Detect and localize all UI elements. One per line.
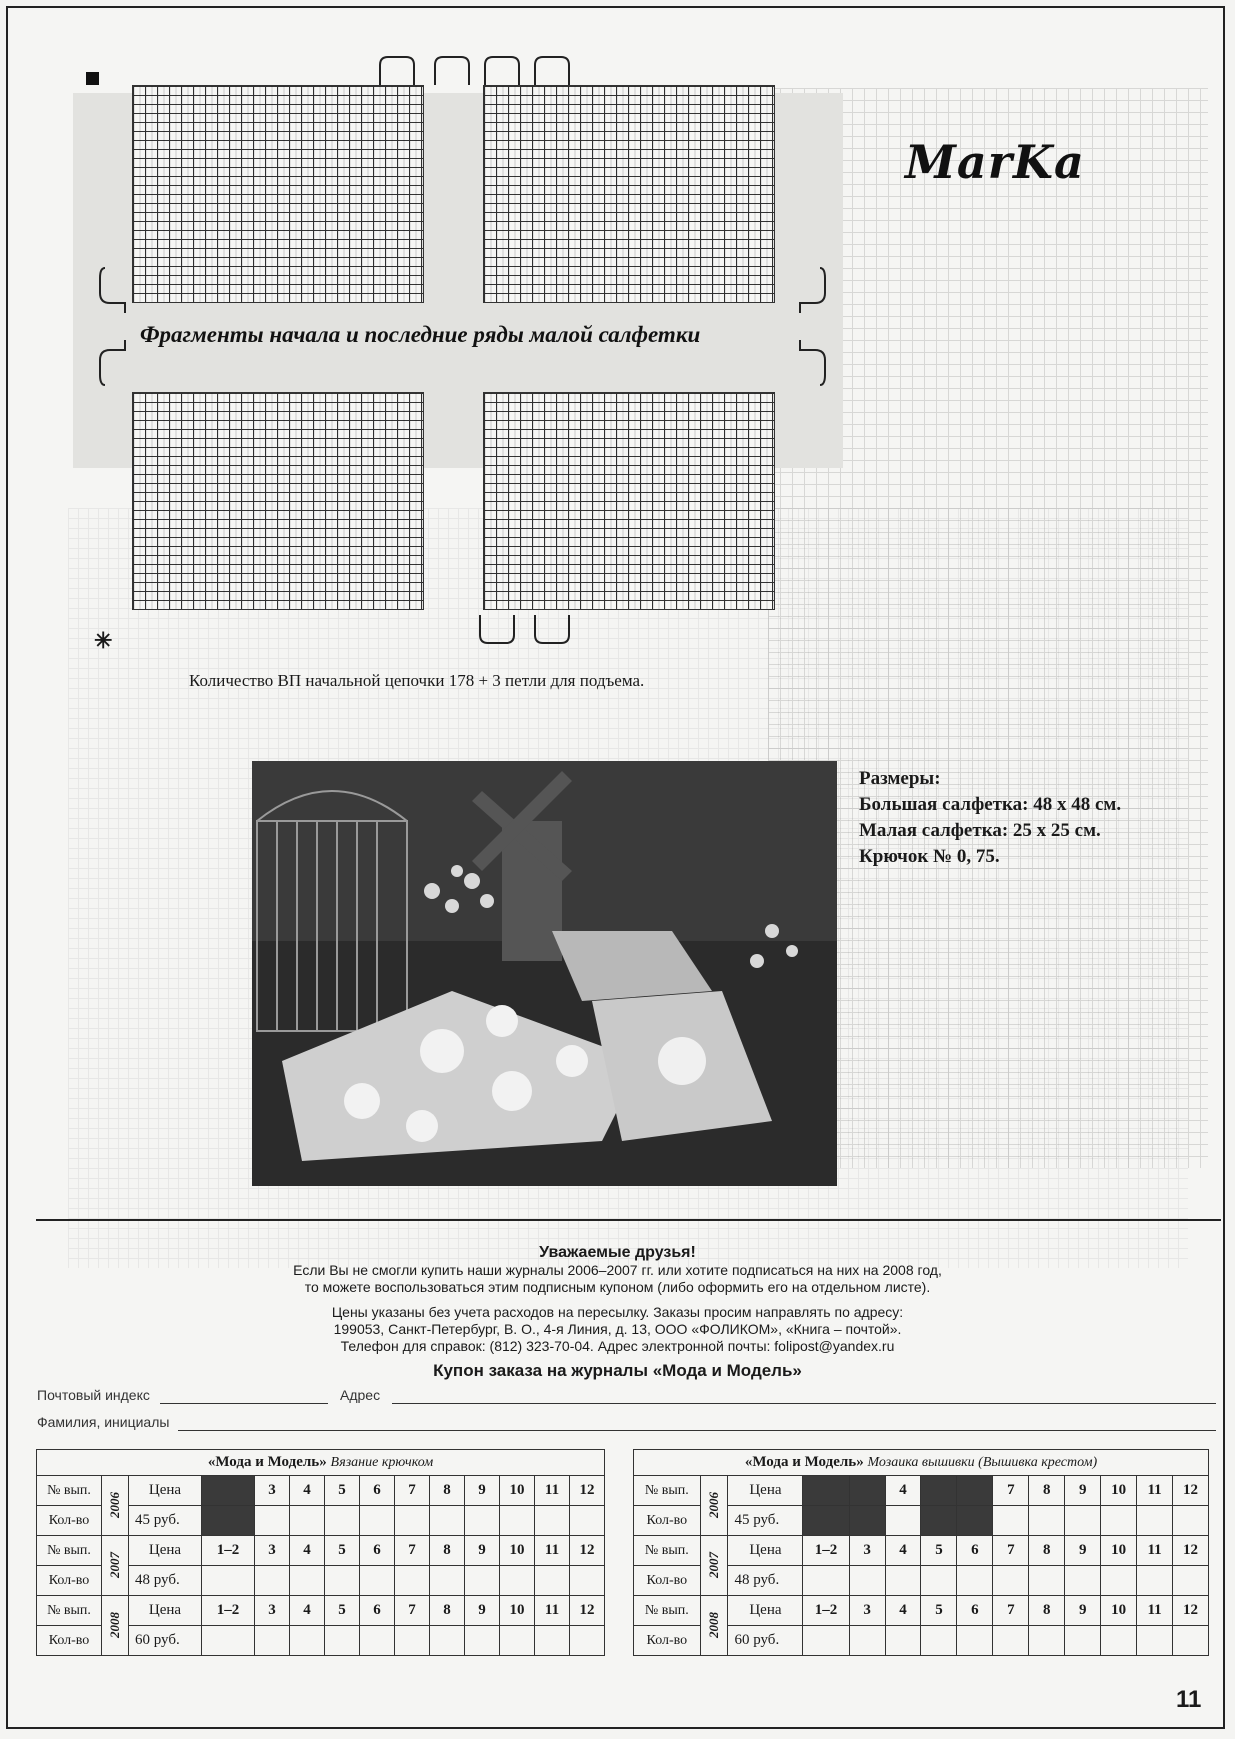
sizes-hook: Крючок № 0, 75.	[859, 846, 1000, 867]
unavailable-cell	[921, 1476, 957, 1506]
order-table-embroidery	[633, 1449, 1209, 1656]
sizes-title: Размеры:	[859, 768, 941, 789]
address-field[interactable]	[392, 1403, 1216, 1404]
notice-line-1: Если Вы не смогли купить наши журналы 2006–2007 гг. или хотите подписаться на них на 2008 год,	[293, 1262, 942, 1278]
name-field[interactable]	[178, 1430, 1216, 1431]
notice-line-2: то можете воспользоваться этим подписным купоном (либо оформить его на отдельном листе).	[304, 1279, 931, 1295]
sizes-large: Большая салфетка: 48 x 48 см.	[859, 794, 1122, 815]
table-row: Кол-во 48 руб.	[634, 1566, 1209, 1596]
notice-line-4: 199053, Санкт-Петербург, В. О., 4-я Линия, д. 13, ООО «ФОЛИКОМ», «Книга – почтой».	[333, 1321, 902, 1337]
order-table-crochet	[36, 1449, 605, 1656]
table-row: № вып. 2006 Цена 3 4 5 6 7 8 9 10 11 12	[37, 1476, 605, 1506]
unavailable-cell	[202, 1476, 255, 1506]
subscription-notice	[0, 1244, 1235, 1355]
table-row: Кол-во 60 руб.	[37, 1626, 605, 1656]
table-row: Кол-во 45 руб.	[634, 1506, 1209, 1536]
sizes-small: Малая салфетка: 25 x 25 см.	[859, 820, 1101, 841]
table-row: Кол-во 48 руб.	[37, 1566, 605, 1596]
page-number: 11	[1176, 1686, 1202, 1713]
table-row: Кол-во 60 руб.	[634, 1626, 1209, 1656]
unavailable-cell	[957, 1476, 993, 1506]
table-row: № вып. 2007 Цена 1–2 3 4 5 6 7 8 9 10 11 12	[634, 1536, 1209, 1566]
coupon-divider	[36, 1219, 1221, 1221]
section-heading: Фрагменты начала и последние ряды малой салфетки	[140, 322, 701, 347]
sizes-block	[859, 766, 1121, 870]
table-row: Кол-во 45 руб.	[37, 1506, 605, 1536]
doily-photo	[252, 761, 837, 1186]
table-row: № вып. 2007 Цена 1–2 3 4 5 6 7 8 9 10 11 12	[37, 1536, 605, 1566]
unavailable-cell	[849, 1476, 885, 1506]
postal-code-field[interactable]	[160, 1403, 328, 1404]
end-marker-star: ✳	[94, 628, 113, 653]
notice-line-3: Цены указаны без учета расходов на пересылку. Заказы просим направлять по адресу:	[331, 1304, 904, 1320]
table-row: № вып. 2008 Цена 1–2 3 4 5 6 7 8 9 10 11 12	[37, 1596, 605, 1626]
doily-photo-drawing	[252, 761, 837, 1186]
chain-count-note: Количество ВП начальной цепочки 178 + 3 петли для подъема.	[189, 671, 645, 690]
notice-title: Уважаемые друзья!	[539, 1244, 696, 1261]
address-label: Адрес	[340, 1387, 381, 1403]
table-row: № вып. 2008 Цена 1–2 3 4 5 6 7 8 9 10 11 12	[634, 1596, 1209, 1626]
postal-code-label: Почтовый индекс	[37, 1387, 150, 1403]
table-right-header: «Мода и Модель» Мозаика вышивки (Вышивка крестом)	[634, 1450, 1209, 1476]
name-label: Фамилия, инициалы	[37, 1414, 170, 1430]
coupon-title: Купон заказа на журналы «Мода и Модель»	[433, 1361, 802, 1380]
unavailable-cell	[803, 1476, 849, 1506]
watermark-marka: MarKa	[905, 135, 1085, 189]
table-left-header: «Мода и Модель» Вязание крючком	[37, 1450, 605, 1476]
table-row: № вып. 2006 Цена 4 7 8 9 10 11 12	[634, 1476, 1209, 1506]
notice-line-5: Телефон для справок: (812) 323-70-04. Адрес электронной почты: folipost@yandex.ru	[340, 1338, 895, 1354]
